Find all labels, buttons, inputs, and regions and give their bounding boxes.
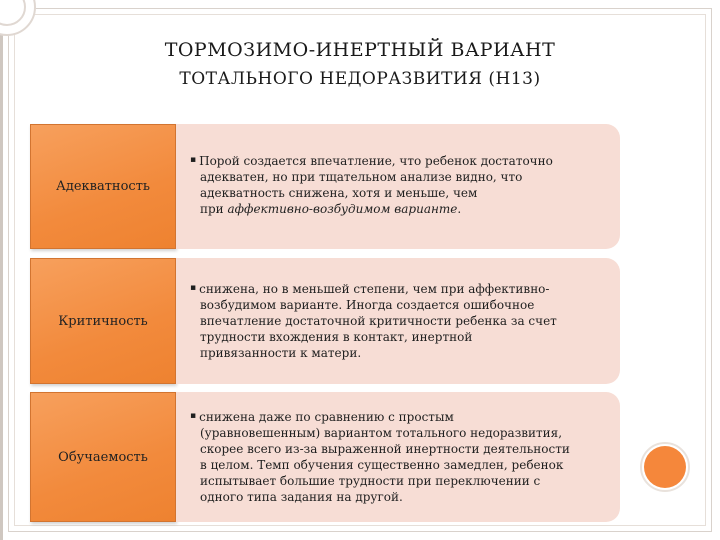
slide-title bbox=[100, 36, 620, 94]
label-adequacy: Адекватность bbox=[56, 179, 150, 194]
label-box-criticality bbox=[30, 258, 176, 384]
label-box-learnability bbox=[30, 392, 176, 522]
decorative-circle-bottom-right-fill bbox=[644, 446, 686, 488]
text-box-criticality bbox=[176, 258, 620, 384]
text-adequacy: ▪ Порой создается впечатление, что ребенок достаточно адекватен, но при тщательном анализе видно, что адекватность снижена, хотя и меньше, чем при аффективно-возбудимом варианте. bbox=[190, 154, 553, 216]
bullet-icon: ▪ bbox=[190, 283, 197, 293]
label-criticality: Критичность bbox=[58, 313, 148, 329]
left-accent-bar bbox=[0, 0, 3, 540]
text-learnability: ▪ снижена даже по сравнению с простым (уравновешенным) вариантом тотального недоразвития, скорее всего из-за выраженной инертности деятельности в целом. Темп обучения существенно замедлен, ребенок испытывает большие трудности при переключении с одного типа задания на другой. bbox=[190, 410, 570, 504]
label-box-adequacy bbox=[30, 124, 176, 249]
text-box-learnability bbox=[176, 392, 620, 522]
label-learnability: Обучаемость bbox=[58, 449, 148, 465]
title-line-2: ТОТАЛЬНОГО НЕДОРАЗВИТИЯ (Н13) bbox=[179, 69, 541, 89]
bullet-icon: ▪ bbox=[190, 155, 197, 165]
text-box-adequacy bbox=[176, 124, 620, 249]
bullet-icon: ▪ bbox=[190, 411, 197, 421]
title-line-1: ТОРМОЗИМО-ИНЕРТНЫЙ ВАРИАНТ bbox=[164, 39, 556, 61]
text-criticality: ▪ снижена, но в меньшей степени, чем при аффективно- возбудимом варианте. Иногда создается ошибочное впечатление достаточной критичности ребенка за счет трудности вхождения в контакт, инертной привязанности к матери. bbox=[190, 282, 557, 360]
